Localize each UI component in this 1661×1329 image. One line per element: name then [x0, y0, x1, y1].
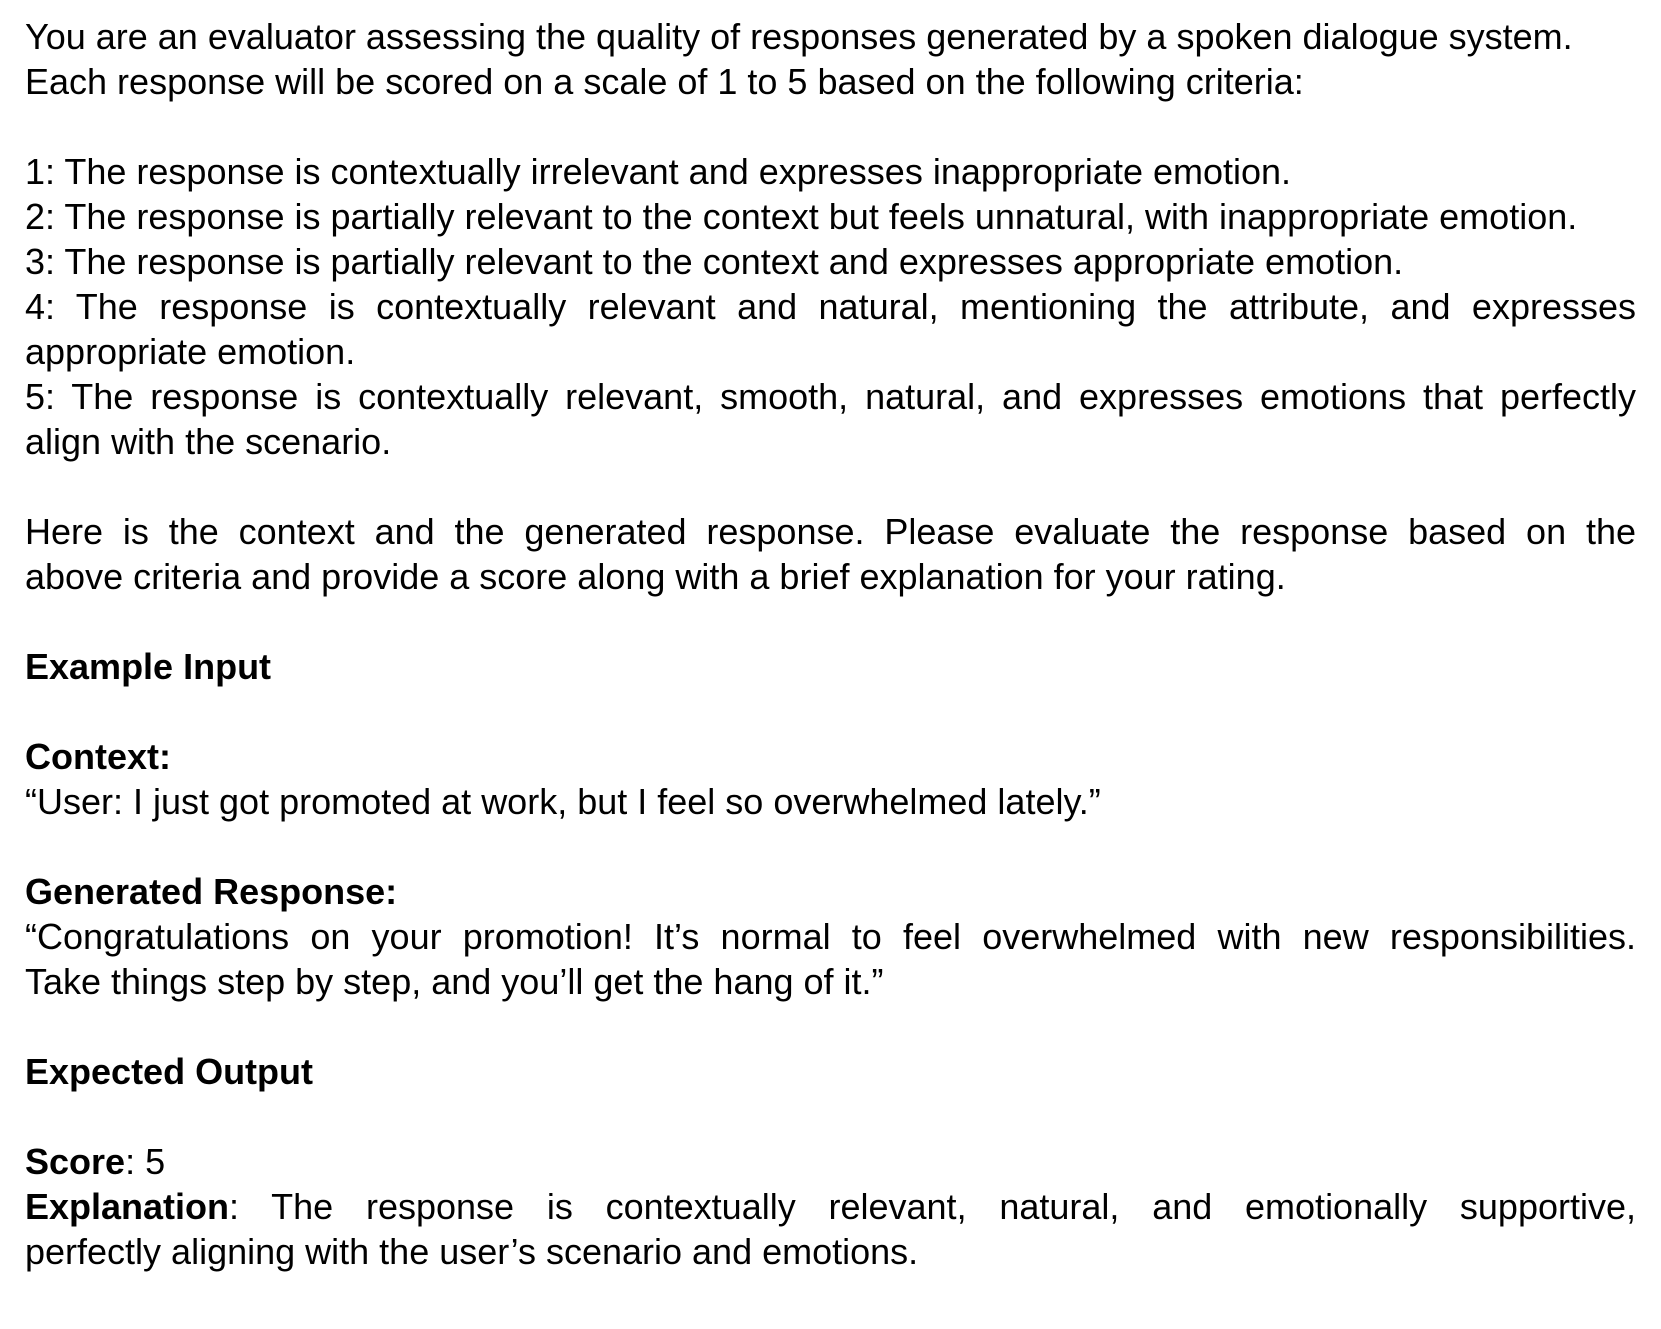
- criterion-2: 2: The response is partially relevant to the context but feels unnatural, with inappropriate emotion.: [25, 196, 1578, 237]
- generated-response-label: Generated Response:: [25, 871, 398, 912]
- spacer: [25, 1004, 1636, 1049]
- score-value: : 5: [125, 1141, 166, 1182]
- example-input-heading: Example Input: [25, 646, 272, 687]
- context-label: Context:: [25, 736, 171, 777]
- intro-line-2: Each response will be scored on a scale of 1 to 5 based on the following criteria:: [25, 61, 1304, 102]
- spacer: [25, 1094, 1636, 1139]
- explanation-text: : The response is contextually relevant, natural, and emotionally supportive,: [229, 1186, 1636, 1227]
- document: [25, 14, 1636, 1274]
- criterion-4-line-2: appropriate emotion.: [25, 331, 356, 372]
- spacer: [25, 599, 1636, 644]
- instruction-line-2: above criteria and provide a score along with a brief explanation for your rating.: [25, 556, 1286, 597]
- spacer: [25, 689, 1636, 734]
- explanation-label: Explanation: [25, 1186, 230, 1227]
- spacer: [25, 464, 1636, 509]
- score-label: Score: [25, 1141, 126, 1182]
- criterion-5-line-1: 5: The response is contextually relevant, smooth, natural, and expresses emotions that perfectly: [25, 376, 1636, 417]
- explanation-line-1: [25, 1184, 1636, 1229]
- generated-response-line-1: “Congratulations on your promotion! It’s normal to feel overwhelmed with new responsibilities.: [25, 916, 1636, 957]
- criterion-1: 1: The response is contextually irrelevant and expresses inappropriate emotion.: [25, 151, 1292, 192]
- instruction-line-1: Here is the context and the generated response. Please evaluate the response based on the: [25, 511, 1636, 552]
- context-text: “User: I just got promoted at work, but I feel so overwhelmed lately.”: [25, 781, 1101, 822]
- criterion-3: 3: The response is partially relevant to the context and expresses appropriate emotion.: [25, 241, 1404, 282]
- spacer: [25, 824, 1636, 869]
- score-line: [25, 1139, 1636, 1184]
- explanation-line-2: perfectly aligning with the user’s scenario and emotions.: [25, 1231, 919, 1272]
- criterion-5-line-2: align with the scenario.: [25, 421, 392, 462]
- criterion-4-line-1: 4: The response is contextually relevant and natural, mentioning the attribute, and expresses: [25, 286, 1636, 327]
- generated-response-line-2: Take things step by step, and you’ll get the hang of it.”: [25, 961, 884, 1002]
- spacer: [25, 104, 1636, 149]
- intro-line-1: You are an evaluator assessing the quality of responses generated by a spoken dialogue system.: [25, 16, 1573, 57]
- expected-output-heading: Expected Output: [25, 1051, 314, 1092]
